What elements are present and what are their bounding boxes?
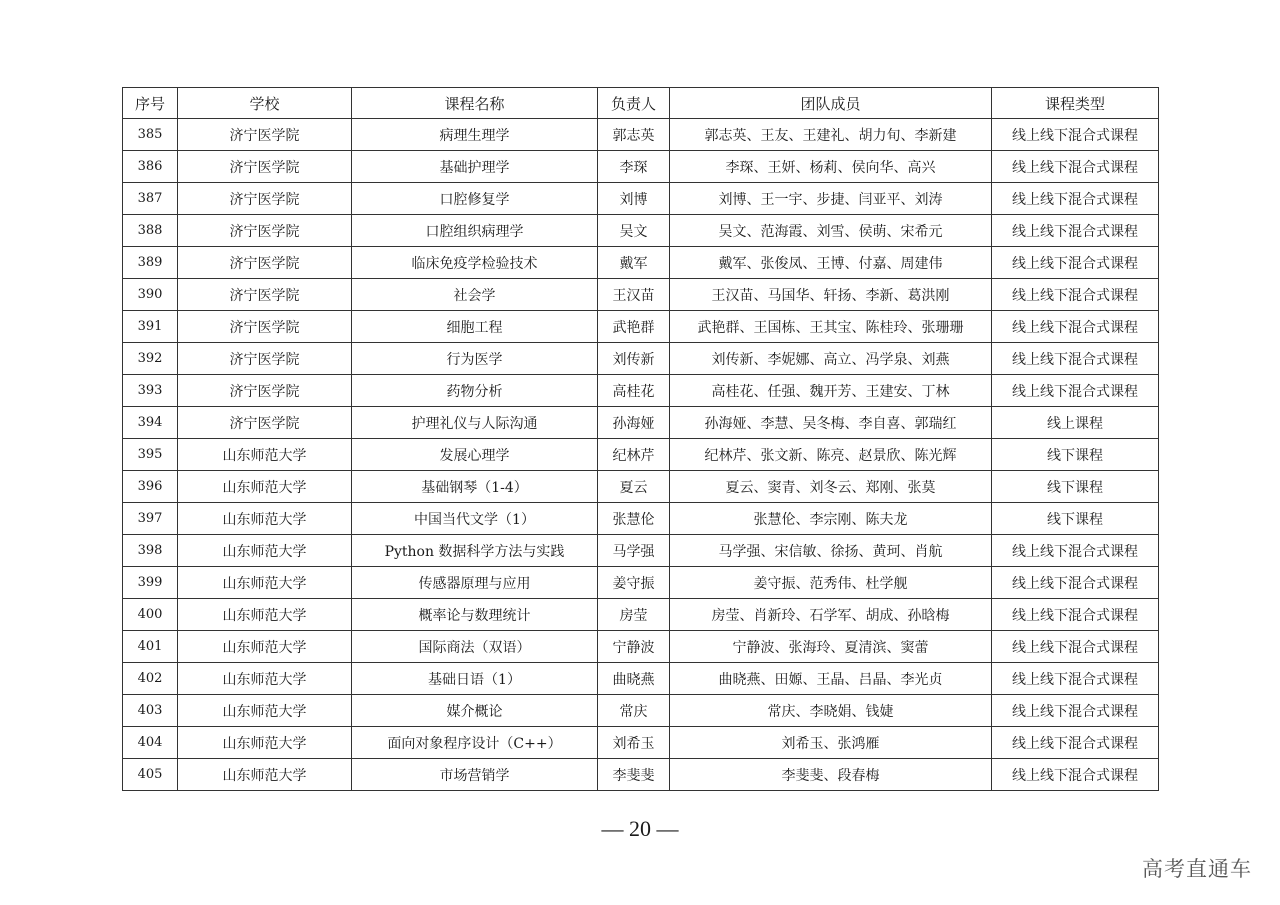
table-row bbox=[123, 343, 1159, 375]
table-row bbox=[123, 439, 1159, 471]
page-number: — 20 — bbox=[601, 816, 679, 841]
table-row bbox=[123, 215, 1159, 247]
cell-leader: 刘博 bbox=[598, 183, 670, 215]
cell-course-name: 发展心理学 bbox=[352, 439, 598, 471]
cell-team-members: 房莹、肖新玲、石学军、胡成、孙晗梅 bbox=[670, 599, 992, 631]
cell-index: 397 bbox=[123, 503, 178, 535]
header-course-type: 课程类型 bbox=[992, 88, 1159, 119]
cell-team-members: 张慧伦、李宗刚、陈夫龙 bbox=[670, 503, 992, 535]
table-row bbox=[123, 695, 1159, 727]
cell-leader: 武艳群 bbox=[598, 311, 670, 343]
cell-school: 山东师范大学 bbox=[178, 439, 352, 471]
cell-course-name: 药物分析 bbox=[352, 375, 598, 407]
cell-index: 391 bbox=[123, 311, 178, 343]
cell-course-type: 线下课程 bbox=[992, 503, 1159, 535]
cell-team-members: 姜守振、范秀伟、杜学舰 bbox=[670, 567, 992, 599]
cell-course-name: 中国当代文学（1） bbox=[352, 503, 598, 535]
cell-course-name: Python 数据科学方法与实践 bbox=[352, 535, 598, 567]
cell-index: 394 bbox=[123, 407, 178, 439]
cell-school: 山东师范大学 bbox=[178, 759, 352, 791]
cell-course-type: 线上课程 bbox=[992, 407, 1159, 439]
cell-team-members: 马学强、宋信敏、徐扬、黄珂、肖航 bbox=[670, 535, 992, 567]
course-table bbox=[122, 87, 1159, 791]
cell-team-members: 刘传新、李妮娜、高立、冯学泉、刘燕 bbox=[670, 343, 992, 375]
table-row bbox=[123, 471, 1159, 503]
cell-leader: 戴军 bbox=[598, 247, 670, 279]
cell-course-name: 口腔组织病理学 bbox=[352, 215, 598, 247]
table-row bbox=[123, 599, 1159, 631]
cell-course-name: 概率论与数理统计 bbox=[352, 599, 598, 631]
cell-course-name: 口腔修复学 bbox=[352, 183, 598, 215]
cell-leader: 夏云 bbox=[598, 471, 670, 503]
cell-school: 山东师范大学 bbox=[178, 599, 352, 631]
cell-leader: 曲晓燕 bbox=[598, 663, 670, 695]
cell-course-name: 面向对象程序设计（C++） bbox=[352, 727, 598, 759]
cell-course-type: 线上线下混合式课程 bbox=[992, 599, 1159, 631]
cell-index: 403 bbox=[123, 695, 178, 727]
cell-school: 济宁医学院 bbox=[178, 151, 352, 183]
table-row bbox=[123, 279, 1159, 311]
table-row bbox=[123, 567, 1159, 599]
cell-index: 399 bbox=[123, 567, 178, 599]
cell-leader: 刘希玉 bbox=[598, 727, 670, 759]
cell-index: 387 bbox=[123, 183, 178, 215]
cell-course-type: 线上线下混合式课程 bbox=[992, 247, 1159, 279]
cell-index: 392 bbox=[123, 343, 178, 375]
cell-school: 山东师范大学 bbox=[178, 535, 352, 567]
cell-course-type: 线上线下混合式课程 bbox=[992, 215, 1159, 247]
cell-school: 山东师范大学 bbox=[178, 471, 352, 503]
cell-school: 山东师范大学 bbox=[178, 631, 352, 663]
cell-leader: 高桂花 bbox=[598, 375, 670, 407]
table-row bbox=[123, 247, 1159, 279]
cell-course-name: 媒介概论 bbox=[352, 695, 598, 727]
cell-leader: 吴文 bbox=[598, 215, 670, 247]
cell-team-members: 王汉苗、马国华、轩扬、李新、葛洪刚 bbox=[670, 279, 992, 311]
cell-school: 济宁医学院 bbox=[178, 215, 352, 247]
header-team-members: 团队成员 bbox=[670, 88, 992, 119]
cell-team-members: 戴军、张俊凤、王博、付嘉、周建伟 bbox=[670, 247, 992, 279]
cell-index: 390 bbox=[123, 279, 178, 311]
table-row bbox=[123, 119, 1159, 151]
cell-course-type: 线上线下混合式课程 bbox=[992, 663, 1159, 695]
table-header-row bbox=[123, 88, 1159, 119]
cell-team-members: 纪林芹、张文新、陈亮、赵景欣、陈光辉 bbox=[670, 439, 992, 471]
table-row bbox=[123, 151, 1159, 183]
cell-team-members: 李琛、王妍、杨莉、侯向华、高兴 bbox=[670, 151, 992, 183]
cell-course-name: 传感器原理与应用 bbox=[352, 567, 598, 599]
cell-course-type: 线下课程 bbox=[992, 471, 1159, 503]
cell-index: 389 bbox=[123, 247, 178, 279]
cell-leader: 马学强 bbox=[598, 535, 670, 567]
header-course-name: 课程名称 bbox=[352, 88, 598, 119]
cell-leader: 李琛 bbox=[598, 151, 670, 183]
table-row bbox=[123, 503, 1159, 535]
cell-school: 山东师范大学 bbox=[178, 567, 352, 599]
header-school: 学校 bbox=[178, 88, 352, 119]
cell-leader: 李斐斐 bbox=[598, 759, 670, 791]
cell-index: 386 bbox=[123, 151, 178, 183]
cell-school: 山东师范大学 bbox=[178, 503, 352, 535]
cell-index: 388 bbox=[123, 215, 178, 247]
header-index: 序号 bbox=[123, 88, 178, 119]
cell-course-type: 线上线下混合式课程 bbox=[992, 727, 1159, 759]
table-row bbox=[123, 535, 1159, 567]
cell-course-type: 线上线下混合式课程 bbox=[992, 535, 1159, 567]
cell-course-name: 护理礼仪与人际沟通 bbox=[352, 407, 598, 439]
cell-course-type: 线上线下混合式课程 bbox=[992, 759, 1159, 791]
cell-team-members: 吴文、范海霞、刘雪、侯萌、宋希元 bbox=[670, 215, 992, 247]
cell-leader: 张慧伦 bbox=[598, 503, 670, 535]
cell-course-type: 线下课程 bbox=[992, 439, 1159, 471]
cell-index: 405 bbox=[123, 759, 178, 791]
cell-course-name: 细胞工程 bbox=[352, 311, 598, 343]
cell-course-type: 线上线下混合式课程 bbox=[992, 183, 1159, 215]
watermark: 高考直通车 bbox=[1142, 857, 1252, 881]
cell-course-type: 线上线下混合式课程 bbox=[992, 375, 1159, 407]
cell-school: 济宁医学院 bbox=[178, 311, 352, 343]
cell-leader: 宁静波 bbox=[598, 631, 670, 663]
cell-index: 398 bbox=[123, 535, 178, 567]
cell-school: 济宁医学院 bbox=[178, 407, 352, 439]
cell-team-members: 李斐斐、段春梅 bbox=[670, 759, 992, 791]
cell-team-members: 刘希玉、张鸿雁 bbox=[670, 727, 992, 759]
cell-school: 山东师范大学 bbox=[178, 663, 352, 695]
cell-leader: 姜守振 bbox=[598, 567, 670, 599]
cell-team-members: 刘博、王一宇、步捷、闫亚平、刘涛 bbox=[670, 183, 992, 215]
cell-team-members: 郭志英、王友、王建礼、胡力旬、李新建 bbox=[670, 119, 992, 151]
table-row bbox=[123, 407, 1159, 439]
cell-school: 山东师范大学 bbox=[178, 727, 352, 759]
cell-course-type: 线上线下混合式课程 bbox=[992, 567, 1159, 599]
cell-school: 济宁医学院 bbox=[178, 343, 352, 375]
header-leader: 负责人 bbox=[598, 88, 670, 119]
cell-leader: 孙海娅 bbox=[598, 407, 670, 439]
cell-index: 402 bbox=[123, 663, 178, 695]
table-row bbox=[123, 311, 1159, 343]
cell-school: 济宁医学院 bbox=[178, 247, 352, 279]
cell-leader: 郭志英 bbox=[598, 119, 670, 151]
cell-team-members: 常庆、李晓娟、钱婕 bbox=[670, 695, 992, 727]
table-row bbox=[123, 375, 1159, 407]
cell-school: 山东师范大学 bbox=[178, 695, 352, 727]
cell-course-name: 市场营销学 bbox=[352, 759, 598, 791]
cell-school: 济宁医学院 bbox=[178, 119, 352, 151]
cell-school: 济宁医学院 bbox=[178, 183, 352, 215]
cell-course-type: 线上线下混合式课程 bbox=[992, 695, 1159, 727]
cell-course-name: 基础钢琴（1-4） bbox=[352, 471, 598, 503]
table-row bbox=[123, 183, 1159, 215]
cell-course-name: 病理生理学 bbox=[352, 119, 598, 151]
cell-index: 396 bbox=[123, 471, 178, 503]
table-row bbox=[123, 727, 1159, 759]
cell-school: 济宁医学院 bbox=[178, 375, 352, 407]
cell-team-members: 曲晓燕、田嫄、王晶、吕晶、李光贞 bbox=[670, 663, 992, 695]
cell-team-members: 孙海娅、李慧、吴冬梅、李自喜、郭瑞红 bbox=[670, 407, 992, 439]
cell-course-type: 线上线下混合式课程 bbox=[992, 631, 1159, 663]
cell-course-type: 线上线下混合式课程 bbox=[992, 343, 1159, 375]
cell-leader: 王汉苗 bbox=[598, 279, 670, 311]
table-row bbox=[123, 759, 1159, 791]
cell-course-type: 线上线下混合式课程 bbox=[992, 151, 1159, 183]
cell-leader: 房莹 bbox=[598, 599, 670, 631]
cell-team-members: 夏云、窦青、刘冬云、郑刚、张莫 bbox=[670, 471, 992, 503]
cell-course-name: 基础日语（1） bbox=[352, 663, 598, 695]
cell-course-name: 临床免疫学检验技术 bbox=[352, 247, 598, 279]
cell-index: 401 bbox=[123, 631, 178, 663]
cell-course-name: 社会学 bbox=[352, 279, 598, 311]
cell-team-members: 高桂花、任强、魏开芳、王建安、丁林 bbox=[670, 375, 992, 407]
cell-course-name: 国际商法（双语） bbox=[352, 631, 598, 663]
cell-course-type: 线上线下混合式课程 bbox=[992, 279, 1159, 311]
cell-team-members: 宁静波、张海玲、夏清滨、窦蕾 bbox=[670, 631, 992, 663]
cell-index: 395 bbox=[123, 439, 178, 471]
cell-school: 济宁医学院 bbox=[178, 279, 352, 311]
table-body bbox=[123, 119, 1159, 791]
cell-leader: 刘传新 bbox=[598, 343, 670, 375]
cell-leader: 常庆 bbox=[598, 695, 670, 727]
cell-team-members: 武艳群、王国栋、王其宝、陈桂玲、张珊珊 bbox=[670, 311, 992, 343]
cell-course-name: 行为医学 bbox=[352, 343, 598, 375]
table-row bbox=[123, 631, 1159, 663]
cell-course-type: 线上线下混合式课程 bbox=[992, 311, 1159, 343]
cell-course-type: 线上线下混合式课程 bbox=[992, 119, 1159, 151]
table-row bbox=[123, 663, 1159, 695]
cell-leader: 纪林芹 bbox=[598, 439, 670, 471]
cell-index: 393 bbox=[123, 375, 178, 407]
cell-index: 404 bbox=[123, 727, 178, 759]
cell-index: 400 bbox=[123, 599, 178, 631]
cell-course-name: 基础护理学 bbox=[352, 151, 598, 183]
cell-index: 385 bbox=[123, 119, 178, 151]
